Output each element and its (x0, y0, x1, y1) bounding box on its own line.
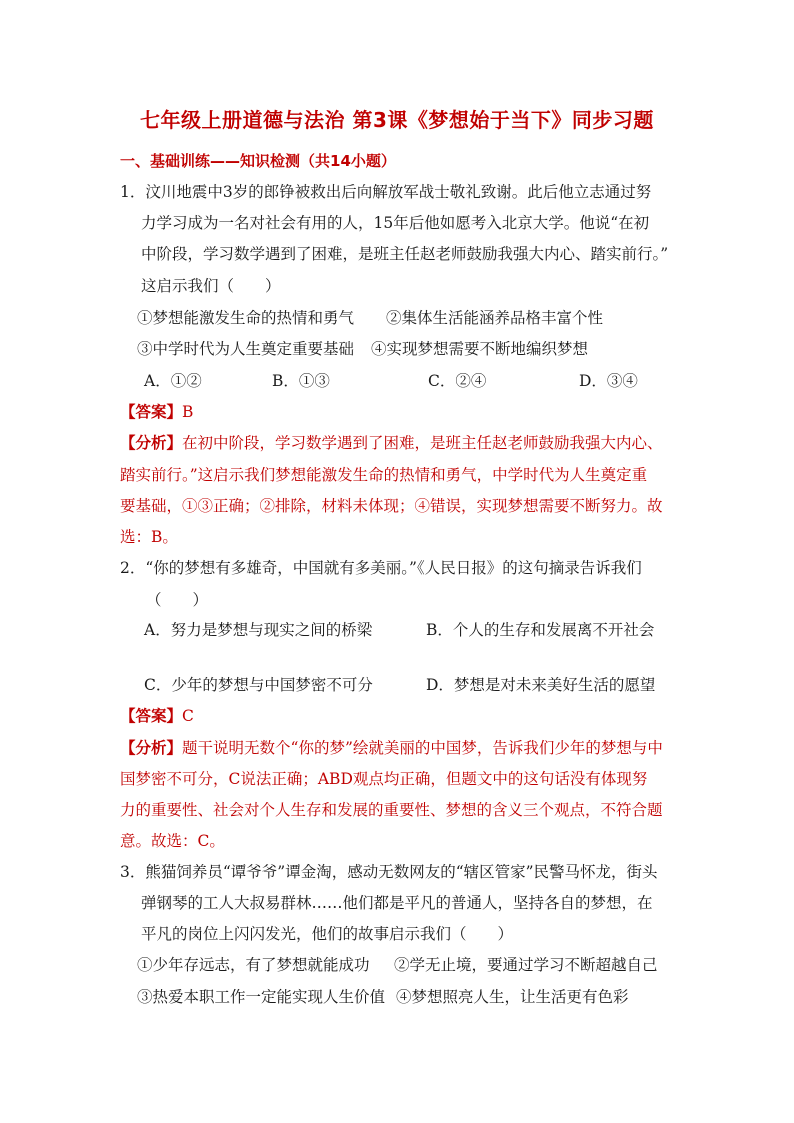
q2-option-b: B．个人的生存和发展离不开社会 (426, 621, 655, 639)
q2-stem-line-1: 2．“你的梦想有多雄奇，中国就有多美丽。”《人民日报》的这句摘录告诉我们 (120, 559, 642, 577)
document-title: 七年级上册道德与法治 第3课《梦想始于当下》同步习题 (140, 108, 654, 132)
q3-stem-line-3: 平凡的岗位上闪闪发光，他们的故事启示我们（ ） (141, 925, 514, 943)
q1-statement-1: ①梦想能激发生命的热情和勇气 (137, 309, 355, 327)
section-heading: 一、基础训练——知识检测（共14小题） (120, 152, 396, 170)
q1-option-c: C．②④ (428, 372, 487, 390)
q1-analysis-line-3: 要基础，①③正确；②排除，材料未体现；④错误，实现梦想需要不断努力。故 (120, 497, 663, 515)
q1-analysis-line-4: 选：B。 (120, 528, 178, 546)
q2-analysis-line-1: 【分析】题干说明无数个“你的梦”绘就美丽的中国梦，告诉我们少年的梦想与中 (120, 739, 663, 757)
q1-analysis-line-2: 踏实前行。”这启示我们梦想能激发生命的热情和勇气，中学时代为人生奠定重 (120, 466, 648, 484)
q2-option-d: D．梦想是对未来美好生活的愿望 (426, 676, 656, 694)
q1-statement-4: ④实现梦想需要不断地编织梦想 (371, 340, 589, 358)
q2-answer (120, 706, 194, 726)
q1-answer-value: B (182, 403, 194, 421)
q2-option-c: C．少年的梦想与中国梦密不可分 (144, 676, 373, 694)
q2-stem-line-2: （ ） (146, 591, 209, 609)
q2-answer-value: C (182, 707, 194, 725)
q3-stem-line-1: 3．熊猫饲养员“谭爷爷”谭金淘，感动无数网友的“辖区管家”民警马怀龙，街头 (120, 863, 658, 881)
q2-analysis-label: 【分析】 (120, 739, 183, 757)
q1-analysis-line-1: 【分析】在初中阶段，学习数学遇到了困难，是班主任赵老师鼓励我强大内心、 (120, 434, 663, 452)
q3-statement-4: ④梦想照亮人生，让生活更有色彩 (396, 988, 629, 1006)
q1-stem-line-2: 力学习成为一名对社会有用的人，15年后他如愿考入北京大学。他说“在初 (141, 214, 650, 232)
q3-statement-1: ①少年存远志，有了梦想就能成功 (137, 956, 370, 974)
q1-statement-2: ②集体生活能涵养品格丰富个性 (386, 309, 604, 327)
q3-statement-3: ③热爱本职工作一定能实现人生价值 (137, 988, 386, 1006)
q2-option-a: A．努力是梦想与现实之间的桥梁 (144, 621, 373, 639)
q2-analysis-line-3: 力的重要性、社会对个人生存和发展的重要性、梦想的含义三个观点，不符合题 (120, 801, 663, 819)
q1-stem-line-3: 中阶段，学习数学遇到了困难，是班主任赵老师鼓励我强大内心、踏实前行。” (141, 245, 669, 263)
q1-option-d: D．③④ (579, 372, 638, 390)
q1-option-b: B．①③ (272, 372, 330, 390)
q1-answer-label: 【答案】 (120, 403, 183, 421)
q3-statement-2: ②学无止境，要通过学习不断超越自己 (394, 956, 658, 974)
q1-option-a: A．①② (144, 372, 202, 390)
q3-stem-line-2: 弹钢琴的工人大叔易群林……他们都是平凡的普通人，坚持各自的梦想，在 (141, 894, 653, 912)
q1-statement-3: ③中学时代为人生奠定重要基础 (137, 340, 355, 358)
q2-analysis-line-2: 国梦密不可分，C说法正确；ABD观点均正确，但题文中的这句话没有体现努 (120, 770, 648, 788)
q2-answer-label: 【答案】 (120, 707, 183, 725)
q1-answer (120, 402, 193, 422)
q1-analysis-label: 【分析】 (120, 434, 183, 452)
q1-stem-line-4: 这启示我们（ ） (141, 277, 281, 295)
q1-stem-line-1: 1．汶川地震中3岁的郎铮被救出后向解放军战士敬礼致谢。此后他立志通过努 (120, 183, 652, 201)
q2-analysis-line-4: 意。故选：C。 (120, 832, 225, 850)
